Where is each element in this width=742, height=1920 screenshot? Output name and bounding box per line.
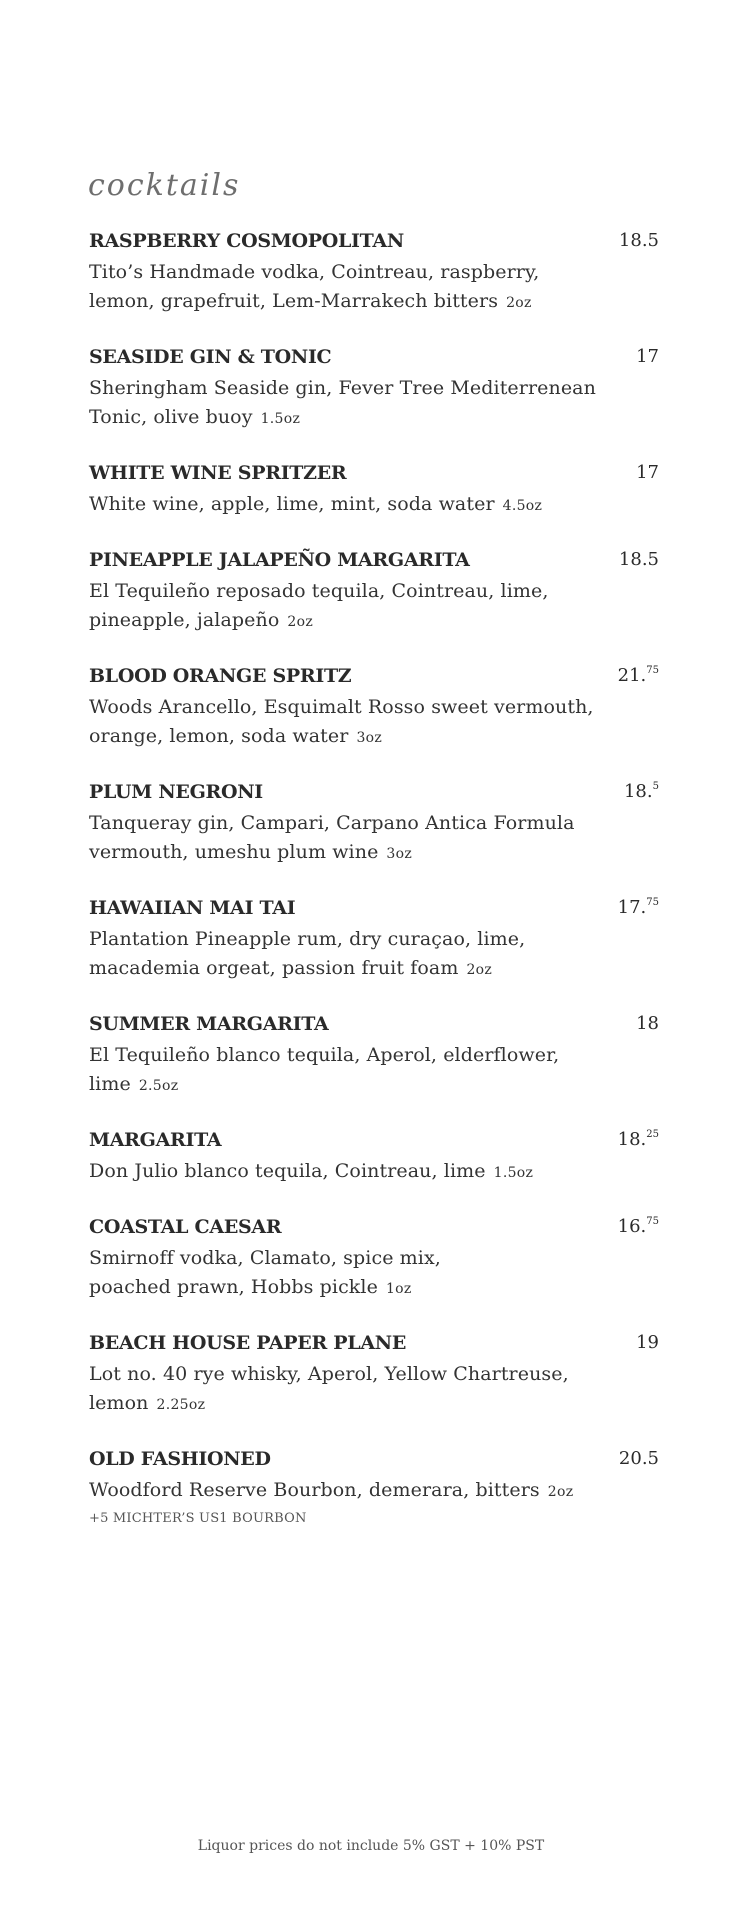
- menu-item-description: [89, 577, 649, 637]
- menu-item: [89, 549, 659, 637]
- description-line: [89, 954, 649, 985]
- description-line: [89, 809, 649, 838]
- description-line: [89, 1389, 649, 1420]
- description-text: vermouth, umeshu plum wine: [89, 841, 379, 863]
- menu-item: [89, 346, 659, 434]
- menu-item-header: [89, 897, 659, 925]
- menu-item-header: [89, 549, 659, 577]
- description-line: [89, 1244, 649, 1273]
- description-line: [89, 1157, 649, 1188]
- description-text: pineapple, jalapeño: [89, 609, 280, 631]
- menu-item-description: [89, 1360, 649, 1420]
- pour-size: 2oz: [547, 1484, 574, 1500]
- menu-item: [89, 1129, 659, 1188]
- menu-item-price: [619, 230, 659, 251]
- description-text: El Tequileño blanco tequila, Aperol, elderflower,: [89, 1044, 560, 1066]
- menu-item-header: [89, 781, 659, 809]
- price-main: 18.: [617, 1129, 647, 1150]
- description-text: Sheringham Seaside gin, Fever Tree Mediterrenean: [89, 377, 596, 399]
- description-line: [89, 1476, 649, 1507]
- menu-item-header: [89, 1216, 659, 1244]
- menu-item-name: HAWAIIAN MAI TAI: [89, 897, 296, 919]
- menu-item-name: SEASIDE GIN & TONIC: [89, 346, 332, 368]
- pour-size: 1oz: [385, 1281, 412, 1297]
- price-cents: 5: [652, 781, 659, 792]
- pour-size: 2oz: [287, 614, 314, 630]
- description-text: macademia orgeat, passion fruit foam: [89, 957, 459, 979]
- menu-item-header: [89, 346, 659, 374]
- price-cents: 75: [646, 897, 659, 908]
- menu-item-name: RASPBERRY COSMOPOLITAN: [89, 230, 404, 252]
- menu-item-description: [89, 490, 649, 521]
- pour-size: 3oz: [386, 846, 413, 862]
- pour-size: 1.5oz: [493, 1165, 534, 1181]
- price-cents: 75: [646, 665, 659, 676]
- menu-item-description: [89, 1041, 649, 1101]
- description-text: Don Julio blanco tequila, Cointreau, lime: [89, 1160, 486, 1182]
- menu-item-name: BLOOD ORANGE SPRITZ: [89, 665, 352, 687]
- price-main: 18.5: [618, 230, 659, 251]
- description-line: [89, 606, 649, 637]
- price-main: 18: [636, 1013, 659, 1034]
- description-line: [89, 1360, 649, 1389]
- menu-item-name: COASTAL CAESAR: [89, 1216, 282, 1238]
- description-line: [89, 374, 649, 403]
- price-cents: 25: [646, 1129, 659, 1140]
- menu-item-price: [636, 462, 659, 483]
- description-line: [89, 1041, 649, 1070]
- pour-size: 1.5oz: [260, 411, 301, 427]
- description-text: White wine, apple, lime, mint, soda water: [89, 493, 495, 515]
- menu-item-header: [89, 1013, 659, 1041]
- menu-item-price: [618, 665, 659, 686]
- tax-footnote: Liquor prices do not include 5% GST + 10% PST: [197, 1838, 545, 1854]
- description-text: lime: [89, 1073, 131, 1095]
- description-text: orange, lemon, soda water: [89, 725, 349, 747]
- description-text: Tonic, olive buoy: [89, 406, 253, 428]
- menu-item-description: [89, 374, 649, 434]
- menu-item-description: [89, 1476, 649, 1507]
- menu-item: [89, 781, 659, 869]
- menu-item-description: [89, 925, 649, 985]
- pour-size: 2.5oz: [138, 1078, 179, 1094]
- menu-item-header: [89, 1448, 659, 1476]
- menu-item-description: [89, 809, 649, 869]
- description-text: Lot no. 40 rye whisky, Aperol, Yellow Chartreuse,: [89, 1363, 569, 1385]
- pour-size: 2.25oz: [156, 1397, 206, 1413]
- price-main: 19: [636, 1332, 659, 1353]
- menu-item-header: [89, 665, 659, 693]
- description-text: Tito’s Handmade vodka, Cointreau, raspberry,: [89, 261, 540, 283]
- description-line: [89, 838, 649, 869]
- menu-item: [89, 462, 659, 521]
- pour-size: 2oz: [506, 295, 532, 311]
- pour-size: 3oz: [356, 730, 383, 746]
- price-main: 18.: [623, 781, 653, 802]
- description-text: lemon, grapefruit, Lem-Marrakech bitters: [89, 290, 499, 312]
- menu-item-description: [89, 258, 649, 318]
- menu-item-price: [636, 1332, 659, 1353]
- description-line: [89, 577, 649, 606]
- price-main: 17.: [617, 897, 647, 918]
- price-main: 18.5: [618, 549, 659, 570]
- description-text: Woods Arancello, Esquimalt Rosso sweet vermouth,: [89, 696, 594, 718]
- menu-item-description: [89, 1244, 649, 1304]
- menu-item-addon: +5 MICHTER’S US1 BOURBON: [89, 1511, 307, 1526]
- section-title: cocktails: [88, 168, 241, 203]
- price-main: 16.: [617, 1216, 647, 1237]
- description-text: Plantation Pineapple rum, dry curaçao, lime,: [89, 928, 526, 950]
- menu-item-price: [636, 346, 659, 367]
- menu-item-name: PLUM NEGRONI: [89, 781, 263, 803]
- description-text: poached prawn, Hobbs pickle: [89, 1276, 378, 1298]
- price-main: 17: [636, 462, 659, 483]
- menu-item: [89, 230, 659, 318]
- description-line: [89, 722, 649, 753]
- description-text: El Tequileño reposado tequila, Cointreau, lime,: [89, 580, 549, 602]
- description-text: Tanqueray gin, Campari, Carpano Antica Formula: [89, 812, 575, 834]
- menu-item-name: SUMMER MARGARITA: [89, 1013, 329, 1035]
- pour-size: 4.5oz: [502, 498, 543, 514]
- price-cents: 75: [646, 1216, 659, 1227]
- menu-item-description: [89, 1157, 649, 1188]
- description-line: [89, 403, 649, 434]
- menu-item-name: OLD FASHIONED: [89, 1448, 271, 1470]
- description-text: Woodford Reserve Bourbon, demerara, bitters: [89, 1479, 540, 1501]
- menu-item-price: [618, 1129, 659, 1150]
- menu-item: [89, 1332, 659, 1420]
- menu-item: [89, 1216, 659, 1304]
- menu-item-header: [89, 230, 659, 258]
- description-line: [89, 1273, 649, 1304]
- menu-item: [89, 665, 659, 753]
- menu-item-price: [624, 781, 659, 802]
- menu-item-price: [636, 1013, 659, 1034]
- description-line: [89, 287, 649, 318]
- menu-item-description: [89, 693, 649, 753]
- menu-item-name: BEACH HOUSE PAPER PLANE: [89, 1332, 407, 1354]
- description-line: [89, 258, 649, 287]
- menu-item-price: [618, 1216, 659, 1237]
- pour-size: 2oz: [466, 962, 493, 978]
- description-line: [89, 490, 649, 521]
- menu-item-header: [89, 1129, 659, 1157]
- menu-item: [89, 1448, 659, 1526]
- price-main: 17: [636, 346, 659, 367]
- menu-item-header: [89, 462, 659, 490]
- menu-item-name: WHITE WINE SPRITZER: [89, 462, 347, 484]
- description-text: Smirnoff vodka, Clamato, spice mix,: [89, 1247, 441, 1269]
- menu-item-price: [619, 549, 659, 570]
- description-line: [89, 1070, 649, 1101]
- menu-item: [89, 897, 659, 985]
- description-line: [89, 693, 649, 722]
- description-line: [89, 925, 649, 954]
- menu-item-name: PINEAPPLE JALAPEÑO MARGARITA: [89, 549, 470, 571]
- cocktail-list: [89, 230, 659, 1554]
- price-main: 20.5: [618, 1448, 659, 1469]
- menu-item-name: MARGARITA: [89, 1129, 222, 1151]
- menu-item: [89, 1013, 659, 1101]
- menu-item-price: [619, 1448, 659, 1469]
- menu-item-header: [89, 1332, 659, 1360]
- price-main: 21.: [617, 665, 647, 686]
- description-text: lemon: [89, 1392, 149, 1414]
- menu-item-price: [618, 897, 659, 918]
